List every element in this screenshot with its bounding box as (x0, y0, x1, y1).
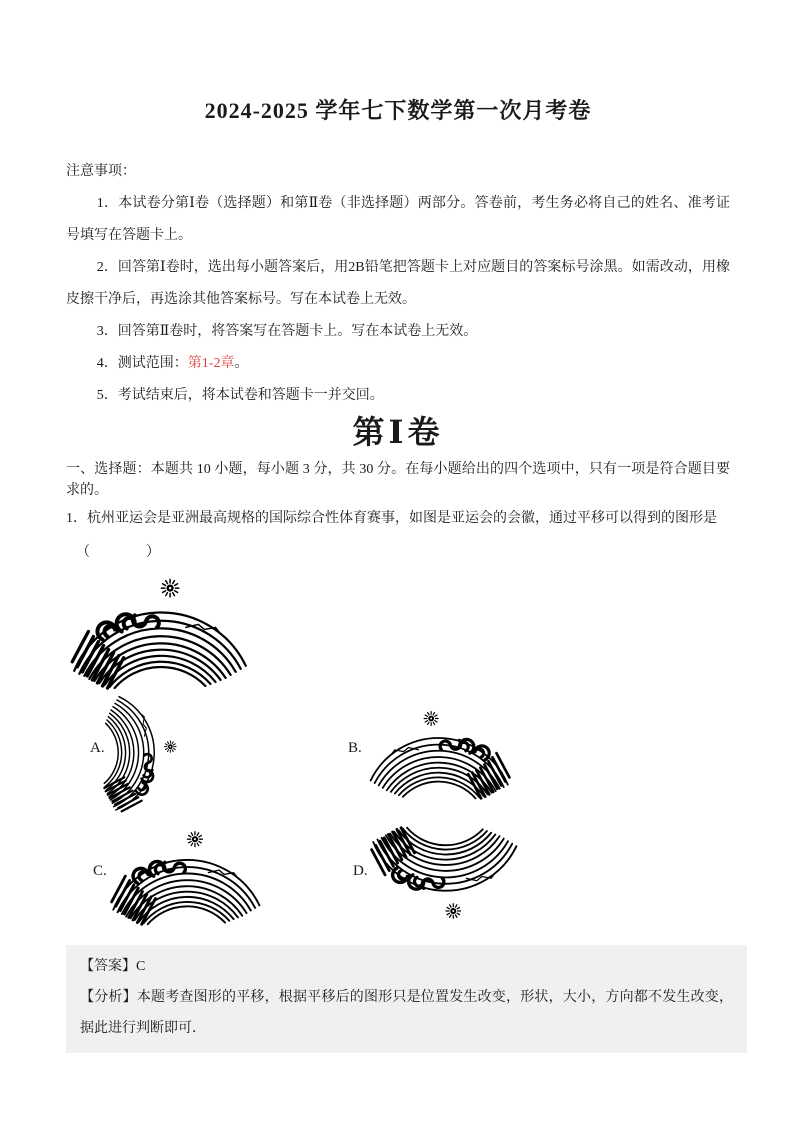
question-1-answer-blank: （ ） (76, 545, 160, 560)
option-c-label: C. (93, 863, 107, 879)
notice-item-4 (66, 348, 730, 380)
question-1-text: 1．杭州亚运会是亚洲最高规格的国际综合性体育赛事，如图是亚运会的会徽，通过平移可以得到的图形是 (66, 511, 717, 526)
notice-section (66, 156, 730, 412)
notice-item-4-prefix: 4．测试范围： (96, 356, 188, 371)
notice-item-4-suffix: 。 (234, 356, 249, 371)
notice-heading: 注意事项： (66, 164, 136, 179)
page-title: 2024-2025 学年七下数学第一次月考卷 (204, 98, 592, 123)
option-d-label: D. (353, 863, 368, 879)
part1-heading: 第Ⅰ卷 (352, 414, 444, 450)
notice-item-5: 5．考试结束后，将本试卷和答题卡一并交回。 (96, 388, 384, 403)
analysis-label: 【分析】 (80, 990, 137, 1005)
option-b-label: B. (348, 740, 362, 756)
analysis-text: 本题考查图形的平移，根据平移后的图形只是位置发生改变，形状，大小，方向都不发生改变，据此进行判断即可． (80, 990, 734, 1036)
test-range-highlight: 第1-2章 (187, 356, 235, 371)
option-a-label: A. (90, 740, 105, 756)
answer-value: C (136, 959, 146, 974)
answer-line (80, 951, 733, 982)
asian-games-emblem-main (68, 575, 250, 690)
option-d-emblem-flipped (368, 826, 520, 922)
option-c-emblem-translated (108, 828, 263, 926)
answer-analysis-block (66, 945, 747, 1053)
notice-item-1: 1．本试卷分第Ⅰ卷（选择题）和第Ⅱ卷（非选择题）两部分。答卷前，考生务必将自己的姓名、准考证号填写在答题卡上。 (66, 196, 730, 243)
notice-item-2: 2．回答第Ⅰ卷时，选出每小题答案后，用2B铅笔把答题卡上对应题目的答案标号涂黑。如需改动，用橡皮擦干净后，再选涂其他答案标号。写在本试卷上无效。 (66, 260, 730, 307)
option-a-emblem-rotated (103, 694, 179, 814)
option-b-emblem-mirrored (367, 708, 513, 800)
question-1-figure-area (66, 567, 730, 945)
answer-label: 【答案】 (80, 959, 136, 974)
notice-item-3: 3．回答第Ⅱ卷时，将答案写在答题卡上。写在本试卷上无效。 (96, 324, 478, 339)
analysis-line (80, 982, 733, 1044)
section1-intro: 一、选择题：本题共 10 小题，每小题 3 分，共 30 分。在每小题给出的四个选项中，只有一项是符合题目要求的。 (66, 462, 730, 498)
